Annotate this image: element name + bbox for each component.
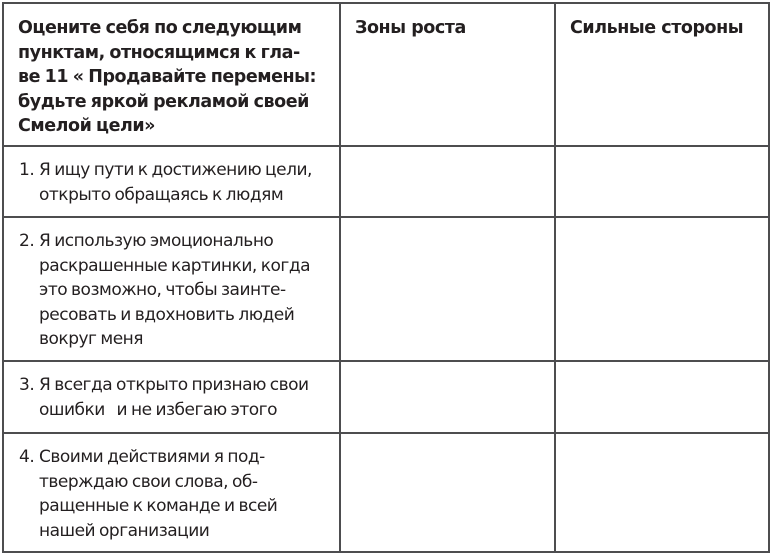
- self-assessment-table: [2, 2, 770, 553]
- table-row: [3, 361, 769, 433]
- statement-1: 1. Я ищу пути к достижению цели, открыто обращаясь к людям: [4, 147, 339, 207]
- table-header-row: [3, 3, 769, 146]
- header-strengths-cell: [555, 3, 769, 146]
- growth-zones-input-cell-4[interactable]: [340, 433, 555, 552]
- statement-cell: [3, 217, 340, 361]
- statement-cell: [3, 433, 340, 552]
- statement-2: 2. Я использую эмоционально раскрашенные картинки, когда это возможно, чтобы заинте- ресовать и вдохновить людей вокруг меня: [4, 218, 339, 352]
- strengths-input-cell-2[interactable]: [555, 217, 769, 361]
- statement-number: 4.: [19, 447, 35, 467]
- table-row: [3, 217, 769, 361]
- statement-number: 1.: [19, 160, 35, 180]
- growth-zones-input-cell-1[interactable]: [340, 146, 555, 217]
- header-prompt: Оцените себя по следующим пунктам, относящимся к гла- ве 11 « Продавайте перемены: будьте яркой рекламой своей Смелой цели»: [18, 18, 317, 136]
- header-growth-cell: [340, 3, 555, 146]
- strengths-input-cell-1[interactable]: [555, 146, 769, 217]
- statement-number: 2.: [19, 231, 35, 251]
- statement-cell: [3, 361, 340, 433]
- strengths-input-cell-3[interactable]: [555, 361, 769, 433]
- self-assessment-sheet: [2, 2, 768, 551]
- growth-zones-input-cell-3[interactable]: [340, 361, 555, 433]
- table-row: [3, 433, 769, 552]
- column-header-growth-zones: Зоны роста: [355, 18, 466, 38]
- growth-zones-input-cell-2[interactable]: [340, 217, 555, 361]
- statement-4: 4. Своими действиями я под- тверждаю свои слова, об- ращенные к команде и всей нашей организации: [4, 434, 339, 543]
- statement-cell: [3, 146, 340, 217]
- table-row: [3, 146, 769, 217]
- strengths-input-cell-4[interactable]: [555, 433, 769, 552]
- statement-3: 3. Я всегда открыто признаю свои ошибки и не избегаю этого: [4, 362, 339, 422]
- column-header-strengths: Сильные стороны: [570, 18, 744, 38]
- header-prompt-cell: [3, 3, 340, 146]
- statement-number: 3.: [19, 375, 35, 395]
